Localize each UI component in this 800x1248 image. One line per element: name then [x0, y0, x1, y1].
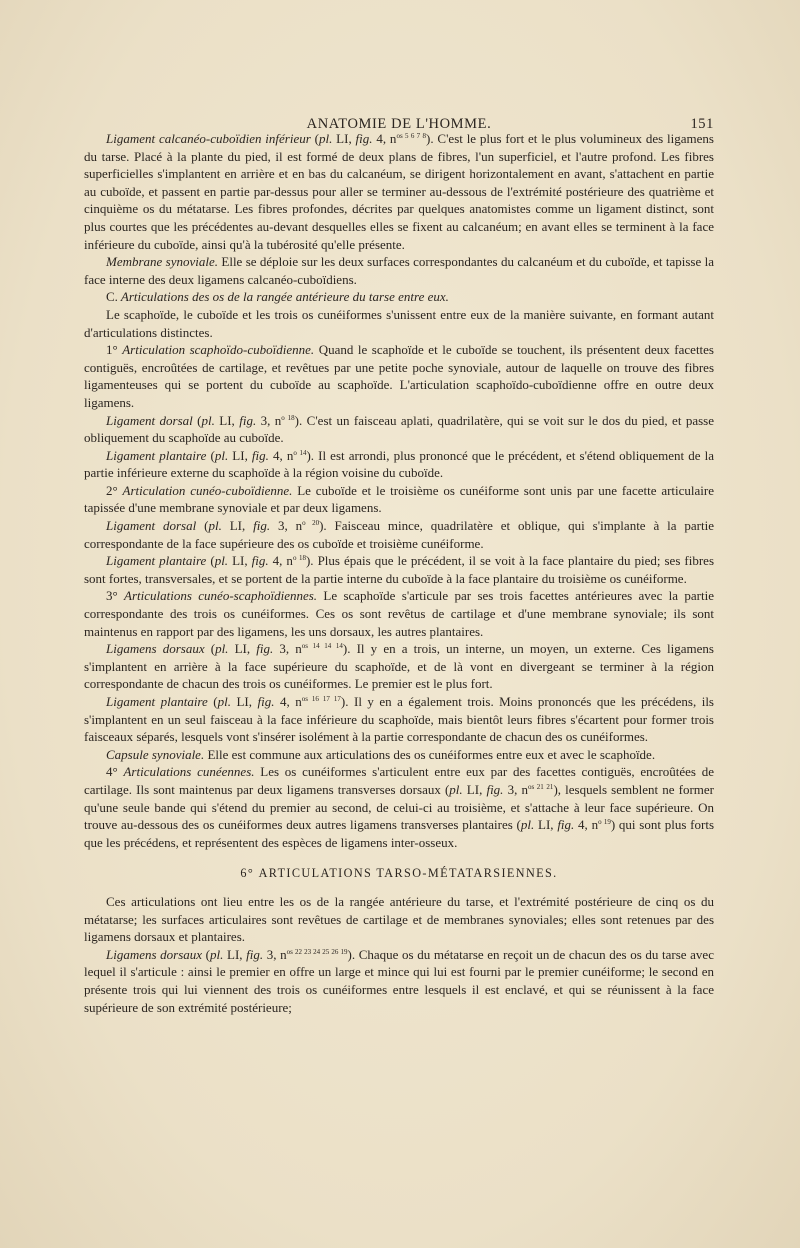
text-run: (	[206, 553, 215, 569]
italic-text: Membrane synoviale.	[106, 254, 219, 270]
text-run: 3, n	[270, 518, 303, 534]
italic-text: Articulations cunéo-scaphoïdiennes.	[124, 588, 318, 604]
paragraphs-before-section	[84, 130, 714, 851]
text-run: Elle se déploie sur les deux surfaces correspondantes du calcanéum et du cuboïde, et tapisse la face interne des deux ligamens calcanéo-cuboïdiens.	[84, 254, 714, 287]
text-run: ). C'est le plus fort et le plus volumineux des ligamens du tarse. Placé à la plante du pied, il est formé de deux plans de fibres, l'un superficiel, et l'autre profond. Les fibres superficielles s'implantent en arrière et en bas du calcanéum, se dirigent horizontalement en avant, s'attachent en partie au cuboïde, et passent en partie par-dessus pour aller se terminer au-dessous de l'extrémité postérieure des quatrième et cinquième os du métatarse. Les fibres profondes, décrites par quelques anatomistes comme un ligament distinct, sont plus courtes que les précédentes au-devant desquelles elles se fixent au calcanéum; en avant elles se terminent à la face inférieure du cuboïde, ainsi qu'à la tubérosité qu'elle présente.	[84, 131, 714, 252]
paragraph	[84, 552, 714, 587]
text-run: LI,	[221, 518, 254, 534]
text-run: Ces articulations ont lieu entre les os de la rangée antérieure du tarse, et l'extrémité postérieure de cinq os du métatarse; les surfaces articulaires sont revêtues de cartilage et de membranes synoviales; elles sont retenues par des ligamens dorsaux et plantaires.	[84, 893, 714, 945]
italic-text: Ligament plantaire	[106, 447, 207, 463]
body-text	[84, 130, 714, 1016]
italic-text: Ligament dorsal	[106, 518, 197, 534]
text-run: ). Il y en a également trois. Moins prononcés que les précédens, ils s'implantent en un seul faisceau à la face inférieure du scaphoïde, mais bientôt leurs fibres s'écartent pour former trois faisceaux séparés, lesquels vont s'insérer isolément à la partie correspondante de chacun des os cunéiformes.	[84, 694, 714, 745]
italic-text: fig.	[355, 131, 373, 146]
text-run: LI,	[534, 817, 558, 833]
text-run: LI,	[228, 447, 252, 463]
italic-text: fig.	[257, 694, 275, 709]
italic-text: Ligament plantaire	[106, 553, 207, 569]
italic-text: fig.	[256, 641, 274, 657]
text-run: 4, n	[372, 131, 397, 146]
italic-text: Articulation cunéo-cuboïdienne.	[122, 482, 293, 498]
italic-text: fig.	[557, 817, 575, 833]
superscript-ref: o 18	[281, 413, 295, 422]
paragraphs-after-section	[84, 893, 714, 1016]
superscript-ref: os 14 14 14	[301, 642, 343, 651]
text-run: 3, n	[263, 946, 287, 962]
italic-text: pl.	[210, 946, 224, 962]
text-run: 3, n	[273, 641, 302, 657]
text-run: LI,	[231, 694, 258, 709]
paragraph	[84, 746, 714, 764]
paragraph	[84, 253, 714, 288]
paragraph	[84, 306, 714, 341]
text-run: Le scaphoïde s'articule par ses trois facettes antérieures avec la partie correspondante des trois os cunéiformes. Ces os sont revêtus de cartilage et d'une membrane synoviale; ils sont maintenus en rapport par des ligamens, les uns dorsaux, les autres plantaires.	[84, 588, 714, 639]
superscript-ref: o 18	[292, 554, 306, 563]
text-run: ). Plus épais que le précédent, il se voit à la face plantaire du pied; ses fibres sont fortes, transversales, et se portent de la partie interne du cuboïde à la face plantaire du troisième os cunéiforme.	[84, 553, 715, 586]
italic-text: pl.	[215, 641, 229, 657]
text-run: (	[202, 946, 211, 962]
text-run: ). Chaque os du métatarse en reçoit un de chacun des os du tarse avec lequel il s'articule : ainsi le premier en offre un large et mince qui lui est fourni par le premier cunéiforme; le second en présente trois qui lui viennent des trois os cunéiformes entre lesquels il est enclavé, et qui se réunissent à la face supérieure de son extrémité postérieure;	[84, 946, 714, 1015]
text-run: LI,	[228, 641, 257, 657]
italic-text: fig.	[253, 518, 271, 534]
text-run: 4, n	[268, 447, 294, 463]
italic-text: Articulations cunéennes.	[123, 764, 255, 780]
text-run: 3, n	[503, 781, 528, 797]
paragraph	[84, 341, 714, 411]
superscript-ref: o 20	[302, 519, 320, 528]
italic-text: Ligament dorsal	[106, 412, 193, 428]
text-run: (	[310, 131, 319, 146]
italic-text: pl.	[318, 131, 333, 146]
italic-text: pl.	[520, 817, 535, 833]
text-run: ). Il y en a trois, un interne, un moyen, un externe. Ces ligamens s'implantent en arrière à la face supérieure du scaphoïde, et de là vont en divergeant se terminer à la région correspondante de chacun des trois os cunéiformes. Le premier est le plus fort.	[84, 641, 714, 692]
text-run: Les os cunéiformes s'articulent entre eux par des facettes contiguës, encroûtées de cartilage. Ils sont maintenus par deux ligamens transverses dorsaux (	[84, 764, 714, 797]
italic-text: pl.	[214, 447, 229, 463]
text-run: (	[204, 641, 216, 657]
italic-text: fig.	[486, 781, 504, 797]
text-run: 4, n	[268, 553, 293, 569]
text-run: ). Faisceau mince, quadrilatère et oblique, qui s'implante à la partie correspondante de la face supérieure des os cuboïde et troisième cunéiforme.	[84, 518, 714, 551]
text-run: ). C'est un faisceau aplati, quadrilatère, qui se voit sur le dos du pied, et passe obliquement du scaphoïde au cuboïde.	[84, 412, 714, 446]
superscript-ref: os 21 21	[527, 782, 554, 791]
page-title: ANATOMIE DE L'HOMME.	[306, 116, 492, 132]
paragraph	[84, 412, 714, 447]
text-run: 4, n	[574, 817, 599, 833]
italic-text: Articulation scaphoïdo-cuboïdienne.	[122, 342, 315, 358]
text-run: LI,	[462, 781, 487, 797]
text-run: 3, n	[256, 412, 282, 428]
text-run: ). Il est arrondi, plus prononcé que le précédent, et s'étend obliquement de la partie inférieure externe du scaphoïde à la région voisine du cuboïde.	[84, 447, 715, 481]
text-run: (	[207, 694, 218, 709]
italic-text: pl.	[449, 781, 463, 797]
paragraph	[84, 517, 714, 552]
text-run: LI,	[332, 131, 356, 146]
paragraph	[84, 946, 714, 1016]
superscript-ref: os 22 23 24 25 26 19	[286, 947, 348, 956]
text-run: C.	[106, 289, 118, 305]
section-heading	[84, 865, 714, 883]
italic-text: Capsule synoviale.	[106, 746, 205, 762]
text-run: 4°	[106, 764, 124, 780]
paragraph	[84, 447, 714, 482]
text-run: LI,	[228, 553, 252, 569]
text-run: Elle est commune aux articulations des os cunéiformes entre eux et avec le scaphoïde.	[204, 746, 656, 762]
text-run: ), lesquels semblent ne former qu'une seule bande qui s'étend du premier au second, de celui-ci au troisième, et s'attache à leur face supérieure. On trouve au-dessous des os cunéiformes deux autres ligamens transverses plantaires (	[84, 781, 714, 833]
italic-text: Ligament calcanéo-cuboïdien inférieur	[106, 131, 311, 146]
superscript-ref: o 14	[293, 448, 307, 457]
italic-text: Ligamens dorsaux	[106, 946, 203, 962]
italic-text: fig.	[239, 412, 257, 428]
paragraph	[84, 482, 714, 517]
italic-text: Ligamens dorsaux	[106, 641, 205, 657]
text-run: Le scaphoïde, le cuboïde et les trois os cunéiformes s'unissent entre eux de la manière suivante, en formant autant d'articulations distinctes.	[84, 306, 714, 340]
text-run: 2°	[106, 482, 123, 498]
text-run: 4, n	[274, 694, 302, 709]
page-number: 151	[690, 116, 714, 132]
text-run: Le cuboïde et le troisième os cunéiforme sont unis par une facette articulaire tapissée d'une membrane synoviale et par deux ligamens.	[84, 482, 715, 516]
italic-text: pl.	[201, 412, 215, 428]
italic-text: Articulations des os de la rangée antérieure du tarse entre eux.	[117, 289, 449, 305]
section-number: 6°	[240, 866, 255, 881]
paragraph	[84, 893, 714, 946]
section-title: ARTICULATIONS TARSO-MÉTATARSIENNES.	[258, 866, 558, 881]
italic-text: pl.	[214, 553, 229, 569]
paragraph	[84, 130, 714, 253]
text-run: 1°	[106, 342, 123, 358]
italic-text: Ligament plantaire	[106, 694, 208, 709]
paragraph	[84, 640, 714, 693]
text-run: (	[206, 447, 215, 463]
italic-text: fig.	[251, 553, 269, 569]
paragraph	[84, 693, 714, 746]
text-run: Quand le scaphoïde et le cuboïde se touchent, ils présentent deux facettes contiguës, encroûtées de cartilage, et revêtues par une petite poche synoviale, autour de laquelle on trouve des fibres ligamenteuses qui se portent du cuboïde au scaphoïde. L'articulation scaphoïdo-cuboïdienne offre en outre deux ligamens.	[84, 342, 714, 410]
text-run: LI,	[223, 946, 247, 962]
italic-text: pl.	[208, 518, 222, 534]
text-run: ) qui sont plus forts que les précédens, et représentent des espèces de ligamens inter-osseux.	[84, 817, 715, 850]
text-run: 3°	[106, 588, 125, 604]
superscript-ref: os 16 17 17	[301, 695, 341, 703]
text-run: LI,	[214, 412, 240, 428]
italic-text: fig.	[251, 447, 269, 463]
italic-text: pl.	[217, 694, 231, 709]
superscript-ref: o 19	[598, 818, 611, 827]
superscript-ref: os 5 6 7 8	[396, 132, 426, 140]
paragraph	[84, 763, 714, 851]
text-run: (	[196, 518, 209, 534]
paragraph	[84, 587, 714, 640]
paragraph	[84, 288, 714, 306]
italic-text: fig.	[246, 946, 264, 962]
text-run: (	[192, 412, 202, 428]
